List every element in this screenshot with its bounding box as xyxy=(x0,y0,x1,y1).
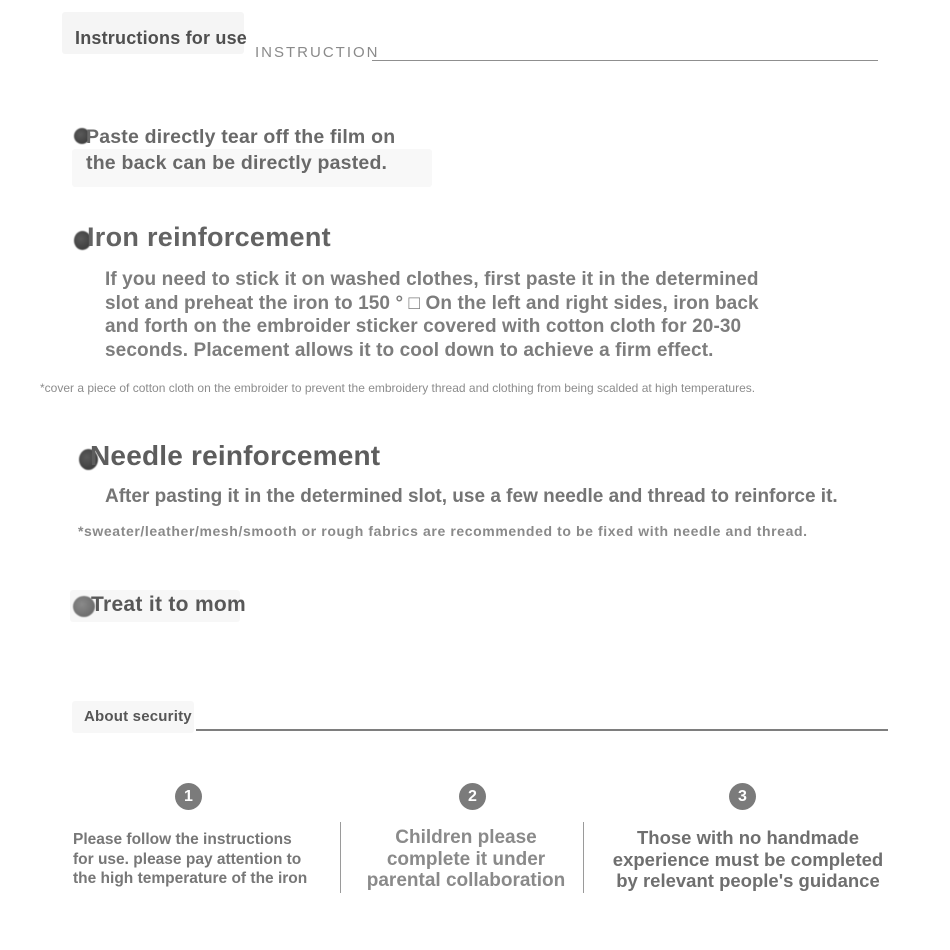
security-item-line: Please follow the instructions xyxy=(73,831,292,848)
security-item-line: Children please xyxy=(395,827,537,848)
iron-body-line: seconds. Placement allows it to cool down to achieve a firm effect. xyxy=(105,339,714,361)
paste-line: the back can be directly pasted. xyxy=(86,152,388,174)
security-item-2 xyxy=(352,827,580,892)
page-title: Instructions for use xyxy=(75,28,248,48)
iron-footnote: *cover a piece of cotton cloth on the embroider to prevent the embroidery thread and clothing from being scalded at high temperatures. xyxy=(40,381,756,395)
iron-section-body xyxy=(105,268,759,362)
security-item-line: by relevant people's guidance xyxy=(616,870,880,891)
column-divider xyxy=(340,822,341,893)
paste-section-text xyxy=(86,124,395,176)
security-item-line: experience must be completed xyxy=(612,848,884,870)
header-rule-line xyxy=(372,60,878,61)
security-item-line: for use. please pay attention to xyxy=(73,850,302,868)
security-section-heading: About security xyxy=(84,708,192,725)
security-item-3 xyxy=(592,827,904,892)
column-divider xyxy=(583,822,584,893)
security-item-line: Those with no handmade xyxy=(636,827,859,848)
iron-section-heading: Iron reinforcement xyxy=(87,222,331,252)
step-2-badge-icon: 2 xyxy=(459,783,486,810)
needle-footnote: *sweater/leather/mesh/smooth or rough fabrics are recommended to be fixed with needle and thread. xyxy=(78,523,808,539)
paste-line: Paste directly tear off the film on xyxy=(86,126,396,148)
security-item-1 xyxy=(73,830,329,889)
security-item-line: parental collaboration xyxy=(366,870,566,891)
needle-section-body: After pasting it in the determined slot, use a few needle and thread to reinforce it. xyxy=(105,486,838,507)
security-item-line: complete it under xyxy=(386,848,546,870)
needle-section-heading: Needle reinforcement xyxy=(90,440,381,471)
treat-section-heading: Treat it to mom xyxy=(91,593,247,616)
iron-body-line: and forth on the embroider sticker covered with cotton cloth for 20-30 xyxy=(105,316,742,338)
instruction-watermark: INSTRUCTION xyxy=(255,44,380,61)
step-1-badge-icon: 1 xyxy=(175,783,202,810)
security-rule-line xyxy=(196,729,888,731)
iron-body-line: slot and preheat the iron to 150 ° □ On the left and right sides, iron back xyxy=(105,292,759,314)
security-item-line: the high temperature of the iron xyxy=(73,870,308,887)
step-3-badge-icon: 3 xyxy=(729,783,756,810)
iron-body-line: If you need to stick it on washed clothes, first paste it in the determined xyxy=(105,269,759,290)
